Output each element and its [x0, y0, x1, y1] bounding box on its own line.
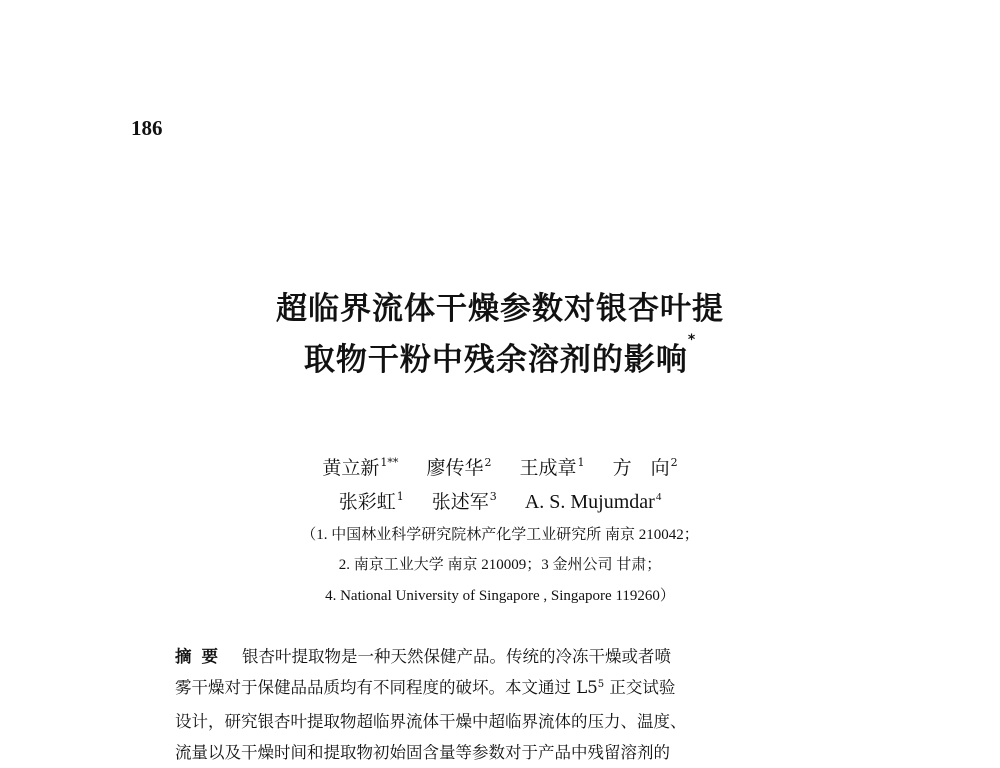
author-name: 黄立新 — [322, 457, 380, 479]
author — [426, 453, 491, 480]
author-name: A. S. Mujumdar — [524, 491, 655, 513]
author-row-1 — [0, 453, 1000, 480]
affiliation-line-2: 2. 南京工业大学 南京 210009；3 金州公司 甘肃； — [338, 557, 662, 573]
author — [339, 487, 404, 514]
author — [322, 453, 398, 480]
abstract-line-3 — [175, 706, 830, 737]
paper-title-line-2 — [0, 334, 1000, 379]
affiliation-line-3: 4. National University of Singapore , Singapore 119260） — [325, 588, 675, 604]
page-number: 186 — [131, 116, 163, 140]
author-name: 廖传华 — [426, 457, 484, 479]
author-affiliation-mark: 3 — [489, 490, 497, 503]
abstract-text: 银杏叶提取物是一种天然保健产品。传统的冷冻干燥或者喷 — [242, 647, 671, 666]
author-row-2 — [0, 487, 1000, 514]
author-name: 张彩虹 — [338, 491, 396, 513]
author-affiliation-mark: 1 — [396, 490, 404, 503]
author-name: 张述军 — [431, 491, 489, 513]
title-text-2: 取物干粉中残余溶剂的影响 — [303, 342, 688, 378]
abstract-text: 设计，研究银杏叶提取物超临界流体干燥中超临界流体的压力、温度、 — [175, 712, 687, 731]
author-affiliation-mark: 1** — [380, 456, 399, 469]
title-footnote-mark: * — [687, 332, 697, 348]
title-text-1: 超临界流体干燥参数对银杏叶提 — [276, 291, 724, 327]
abstract-line-4 — [175, 737, 830, 768]
abstract-line-2 — [175, 672, 830, 706]
author-affiliation-mark: 2 — [484, 456, 492, 469]
paper-title-line-1 — [0, 283, 1000, 328]
abstract-text: 正交试验 — [604, 678, 676, 697]
author-affiliation-mark: 2 — [670, 456, 678, 469]
abstract-line-1 — [175, 641, 830, 672]
affiliation-line-1: （1. 中国林业科学研究院林产化学工业研究所 南京 210042； — [301, 527, 699, 543]
author-name: 方 向 — [612, 457, 670, 479]
abstract-text: 雾干燥对于保健品品质均有不同程度的破坏。本文通过 L5 — [175, 678, 598, 697]
author — [613, 453, 678, 480]
abstract-text: 流量以及干燥时间和提取物初始固含量等参数对于产品中残留溶剂的 — [175, 743, 670, 762]
author-affiliation-mark: 4 — [655, 491, 662, 503]
abstract-label: 摘要 — [175, 647, 228, 666]
author — [520, 453, 585, 480]
abstract — [175, 641, 830, 768]
author-name: 王成章 — [519, 457, 577, 479]
author-affiliation-mark: 1 — [577, 456, 585, 469]
abstract-superscript: 5 — [597, 679, 605, 690]
author — [525, 491, 662, 514]
author — [432, 487, 497, 514]
